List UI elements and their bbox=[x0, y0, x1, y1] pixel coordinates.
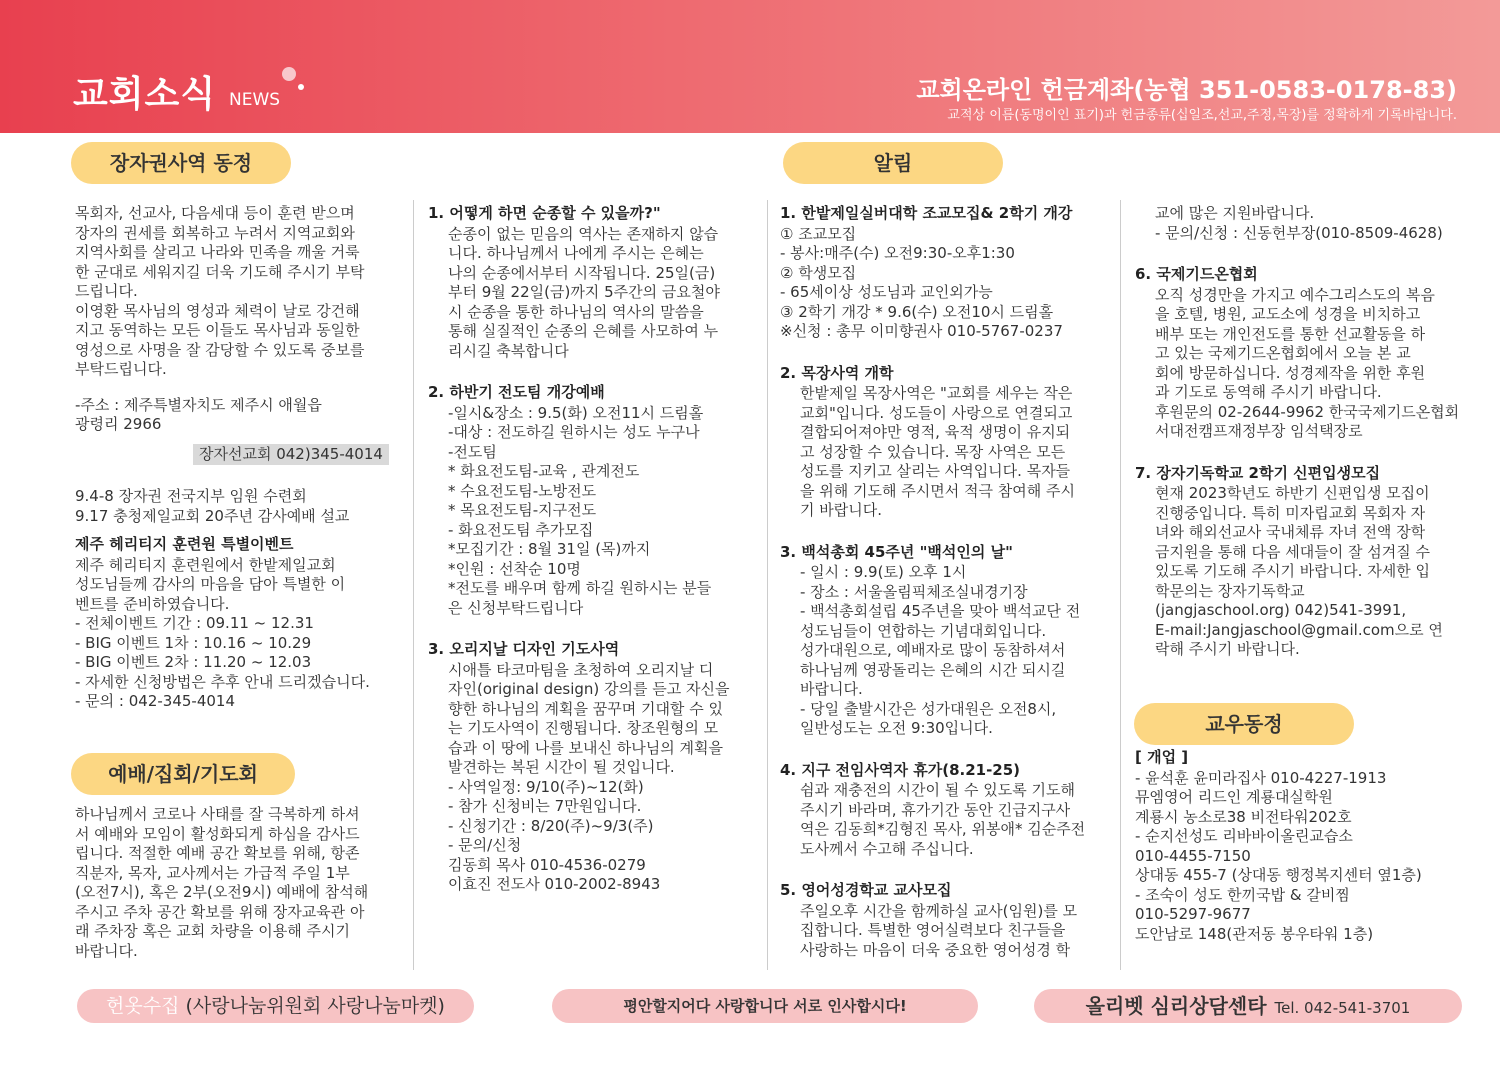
footer-counseling-tel: Tel. 042-541-3701 bbox=[1274, 999, 1411, 1017]
news-obedience-body: 순종이 없는 믿음의 역사는 존재하지 않습 니다. 하나님께서 나에게 주시는 은혜는 나의 순종에서부터 시작됩니다. 25일(금) 부터 9월 22일(금)까지 5주간의 금요철야 시 순종을 통한 하나님의 역사의 말씀을 통해 실질적인 순종의 은혜를 사모하여 누 리시길 축복합니다 bbox=[448, 224, 720, 360]
heritage-event-body: 제주 헤리티지 훈련원에서 한밭제일교회 성도님들께 감사의 마음을 담아 특별한 이 벤트를 준비하였습니다. - 전체이벤트 기간 : 09.11 ~ 12.31 - BIG 이벤트 1차 : 10.16 ~ 10.29 - BIG 이벤트 2차 : 11.20 ~ 12.03 - 자세한 신청방법은 추후 안내 드리겠습니다. - 문의 : 042-345-4014 bbox=[75, 555, 370, 710]
column-notice bbox=[780, 204, 1115, 960]
jangja-phone-badge: 장자선교회 042)345-4014 bbox=[193, 444, 389, 466]
members-opening-list: - 윤석훈 윤미라집사 010-4227-1913 뮤엠영어 리드인 계룡대실학원 계룡시 농소로38 비전타워202호 - 순지선성도 리바바이올린교습소 010-4455-7150 상대동 455-7 (상대동 행정복지센터 옆1층) - 조숙이 성도 한끼국밥 & 갈비찜 010-5297-9677 도안남로 148(관저동 봉우타워 1층) bbox=[1135, 768, 1422, 943]
column-members bbox=[1135, 748, 1475, 944]
jangja-address: -주소 : 제주특별자치도 제주시 애월읍 광령리 2966 bbox=[75, 395, 322, 433]
offering-account-note: 교적상 이름(동명이인 표기)과 헌금종류(십일조,선교,주정,목장)를 정확하게 기록바랍니다. bbox=[947, 108, 1457, 123]
column-worship bbox=[75, 805, 405, 961]
section-header-worship: 예배/집회/기도회 bbox=[71, 753, 295, 795]
news-original-design-body: 시애틀 타코마팀을 초청하여 오리지날 디 자인(original design) 강의를 듣고 자신을 향한 하나님의 계획을 꿈꾸며 기대할 수 있 는 기도사역이 진행됩니다. 창조원형의 모 습과 이 땅에 나를 보내신 하나님의 계획을 발견하는 복된 시간이 될 것입니다. - 사역일정: 9/10(주)~12(화) - 참가 신청비는 7만원입니다. - 신청기간 : 8/20(주)~9/3(주) - 문의/신청 김동희 목사 010-4536-0279 이효진 전도사 010-2002-8943 bbox=[448, 660, 730, 893]
jangja-schedule: 9.4-8 장자권 전국지부 임원 수련회 9.17 충청제일교회 20주년 감사예배 설교 bbox=[75, 487, 350, 525]
jangja-prayer-1: 목회자, 선교사, 다음세대 등이 훈련 받으며 장자의 권세를 회복하고 누려서 지역교회와 지역사회를 살리고 나라와 민족을 깨울 거룩 한 군대로 세워지길 더욱 기도해 주시기 부탁 드립니다. bbox=[75, 204, 365, 300]
decorative-dot-icon bbox=[282, 67, 296, 81]
notice-jangja-school-title: 7. 장자기독학교 2학기 신편입생모집 bbox=[1135, 463, 1381, 482]
footer-clothes-collection bbox=[77, 989, 474, 1023]
footer-clothes-accent: 헌옷수집 bbox=[106, 995, 180, 1017]
column-divider bbox=[413, 200, 414, 970]
notice-gideon-body: 오직 성경만을 가지고 예수그리스도의 복음 을 호텔, 병원, 교도소에 성경을 비치하고 배부 또는 개인전도를 통한 선교활동을 하 고 있는 국제기드온협회에서 오늘 본 교 회에 방문하십니다. 성경제작을 위한 후원 과 기도로 동역해 주시기 바랍니다. 후원문의 02-2644-9962 한국국제기드온협회 서대전캠프재정부장 임석택장로 bbox=[1155, 285, 1460, 440]
notice-gideon-title: 6. 국제기드온협회 bbox=[1135, 265, 1258, 283]
column-jangja bbox=[75, 204, 405, 712]
page-title: 교회소식 bbox=[73, 74, 217, 115]
notice-vacation-title: 4. 지구 전임사역자 휴가(8.21-25) bbox=[780, 760, 1021, 779]
news-obedience-title: 1. 어떻게 하면 순종할 수 있을까?" bbox=[428, 204, 661, 222]
worship-body: 하나님께서 코로나 사태를 잘 극복하게 하셔 서 예배와 모임이 활성화되게 하심을 감사드 립니다. 적절한 예배 공간 확보를 위해, 항존 직분자, 목자, 교사께서는 가급적 주일 1부 (오전7시), 혹은 2부(오전9시) 예배에 참석해 주시고 주차 공간 확보를 위해 장자교육관 아 래 주차장 혹은 교회 차량을 이용해 주시기 바랍니다. bbox=[75, 805, 369, 960]
notice-mokjang-title: 2. 목장사역 개학 bbox=[780, 363, 894, 382]
column-notice-cont bbox=[1135, 204, 1475, 660]
footer-counseling-name: 올리벳 심리상담센타 bbox=[1085, 994, 1267, 1018]
column-divider bbox=[1120, 200, 1121, 970]
footer-clothes-text: (사랑나눔위원회 사랑나눔마켓) bbox=[179, 995, 445, 1017]
news-original-design-title: 3. 오리지날 디자인 기도사역 bbox=[428, 640, 620, 658]
notice-jangja-school-body: 현재 2023학년도 하반기 신편입생 모집이 진행중입니다. 특히 미자립교회 목회자 자 녀와 해외선교사 국내체류 자녀 전액 장학 금지원을 통해 다음 세대들이 잘 섬겨질 수 있도록 기도해 주시기 바랍니다. 자세한 입 학문의는 장자기독학교 (jangjaschool.org) 042)541-3991, E-mail:Jangjaschool@gmail.com으로 연 락해 주시기 바랍니다. bbox=[1155, 484, 1443, 658]
notice-english-school-cont: 교에 많은 지원바랍니다. - 문의/신청 : 신동헌부장(010-8509-4628) bbox=[1155, 204, 1443, 242]
notice-baekseok-title: 3. 백석총회 45주년 "백석인의 날" bbox=[780, 542, 1013, 561]
notice-vacation-body: 쉼과 재충전의 시간이 될 수 있도록 기도해 주시기 바라며, 휴가기간 동안 긴급지구사 역은 김동희*김형진 목사, 위봉애* 김순주전 도사께서 수고해 주십니다. bbox=[800, 781, 1086, 858]
notice-silver-college-title: 1. 한밭제일실버대학 조교모집& 2학기 개강 bbox=[780, 204, 1073, 222]
footer-greeting: 평안할지어다 사랑합니다 서로 인사합시다! bbox=[552, 989, 978, 1023]
section-header-members: 교우동정 bbox=[1134, 703, 1354, 745]
notice-english-school-body: 주일오후 시간을 함께하실 교사(임원)를 모 집합니다. 특별한 영어실력보다 친구들을 사랑하는 마음이 더욱 중요한 영어성경 학 bbox=[800, 901, 1078, 959]
column-divider bbox=[767, 200, 768, 970]
page-title-en: NEWS bbox=[229, 90, 281, 110]
footer-counseling-center bbox=[1034, 989, 1462, 1023]
members-opening-label: [ 개업 ] bbox=[1135, 748, 1189, 766]
header-banner bbox=[0, 0, 1500, 133]
heritage-event-title: 제주 헤리티지 훈련원 특별이벤트 bbox=[75, 535, 294, 553]
news-evangelism-body: -일시&장소 : 9.5(화) 오전11시 드림홀 -대상 : 전도하길 원하시는 성도 누구나 -전도팀 * 화요전도팀-교육 , 관계전도 * 수요전도팀-노방전도 * 목요전도팀-지구전도 - 화요전도팀 추가모집 *모집기간 : 8월 31일 (목)까지 *인원 : 선착순 10명 *전도를 배우며 함께 하길 원하시는 분들 은 신청부탁드립니다 bbox=[448, 403, 712, 617]
column-news-2 bbox=[428, 204, 763, 895]
notice-english-school-title: 5. 영어성경학교 교사모집 bbox=[780, 881, 952, 899]
decorative-small-dot-icon bbox=[298, 84, 304, 90]
offering-account: 교회온라인 헌금계좌(농협 351-0583-0178-83) bbox=[916, 76, 1457, 104]
notice-silver-college-body: ① 조교모집 - 봉사:매주(수) 오전9:30-오후1:30 ② 학생모집 - 65세이상 성도님과 교인외가능 ③ 2학기 개강 * 9.6(수) 오전10시 드림홀 ※신청 : 총무 이미향권사 010-5767-0237 bbox=[780, 224, 1063, 340]
news-evangelism-title: 2. 하반기 전도팀 개강예배 bbox=[428, 383, 605, 401]
section-header-notice: 알림 bbox=[783, 142, 1003, 184]
notice-mokjang-body: 한밭제일 목장사역은 "교회를 세우는 작은 교회"입니다. 성도들이 사랑으로 연결되고 결합되어져야만 영적, 육적 생명이 유지되 고 성장할 수 있습니다. 목장 사역은 모든 성도를 지키고 살리는 사역입니다. 목자들 을 위해 기도해 주시면서 적극 참여해 주시 기 바랍니다. bbox=[800, 384, 1075, 519]
jangja-prayer-2: 이영환 목사님의 영성과 체력이 날로 강건해 지고 동역하는 모든 이들도 목사님과 동일한 영성으로 사명을 잘 감당할 수 있도록 중보를 부탁드립니다. bbox=[75, 301, 365, 378]
notice-baekseok-body: - 일시 : 9.9(토) 오후 1시 - 장소 : 서울올림픽체조실내경기장 - 백석총회설립 45주년을 맞아 백석교단 전 성도님들이 연합하는 기념대회입니다. 성가대원으로, 예배자로 많이 동참하셔서 하나님께 영광돌리는 은혜의 시간 되시길 바랍니다. - 당일 출발시간은 성가대원은 오전8시, 일반성도는 오전 9:30입니다. bbox=[800, 563, 1081, 737]
section-header-jangja: 장자권사역 동정 bbox=[71, 142, 291, 184]
